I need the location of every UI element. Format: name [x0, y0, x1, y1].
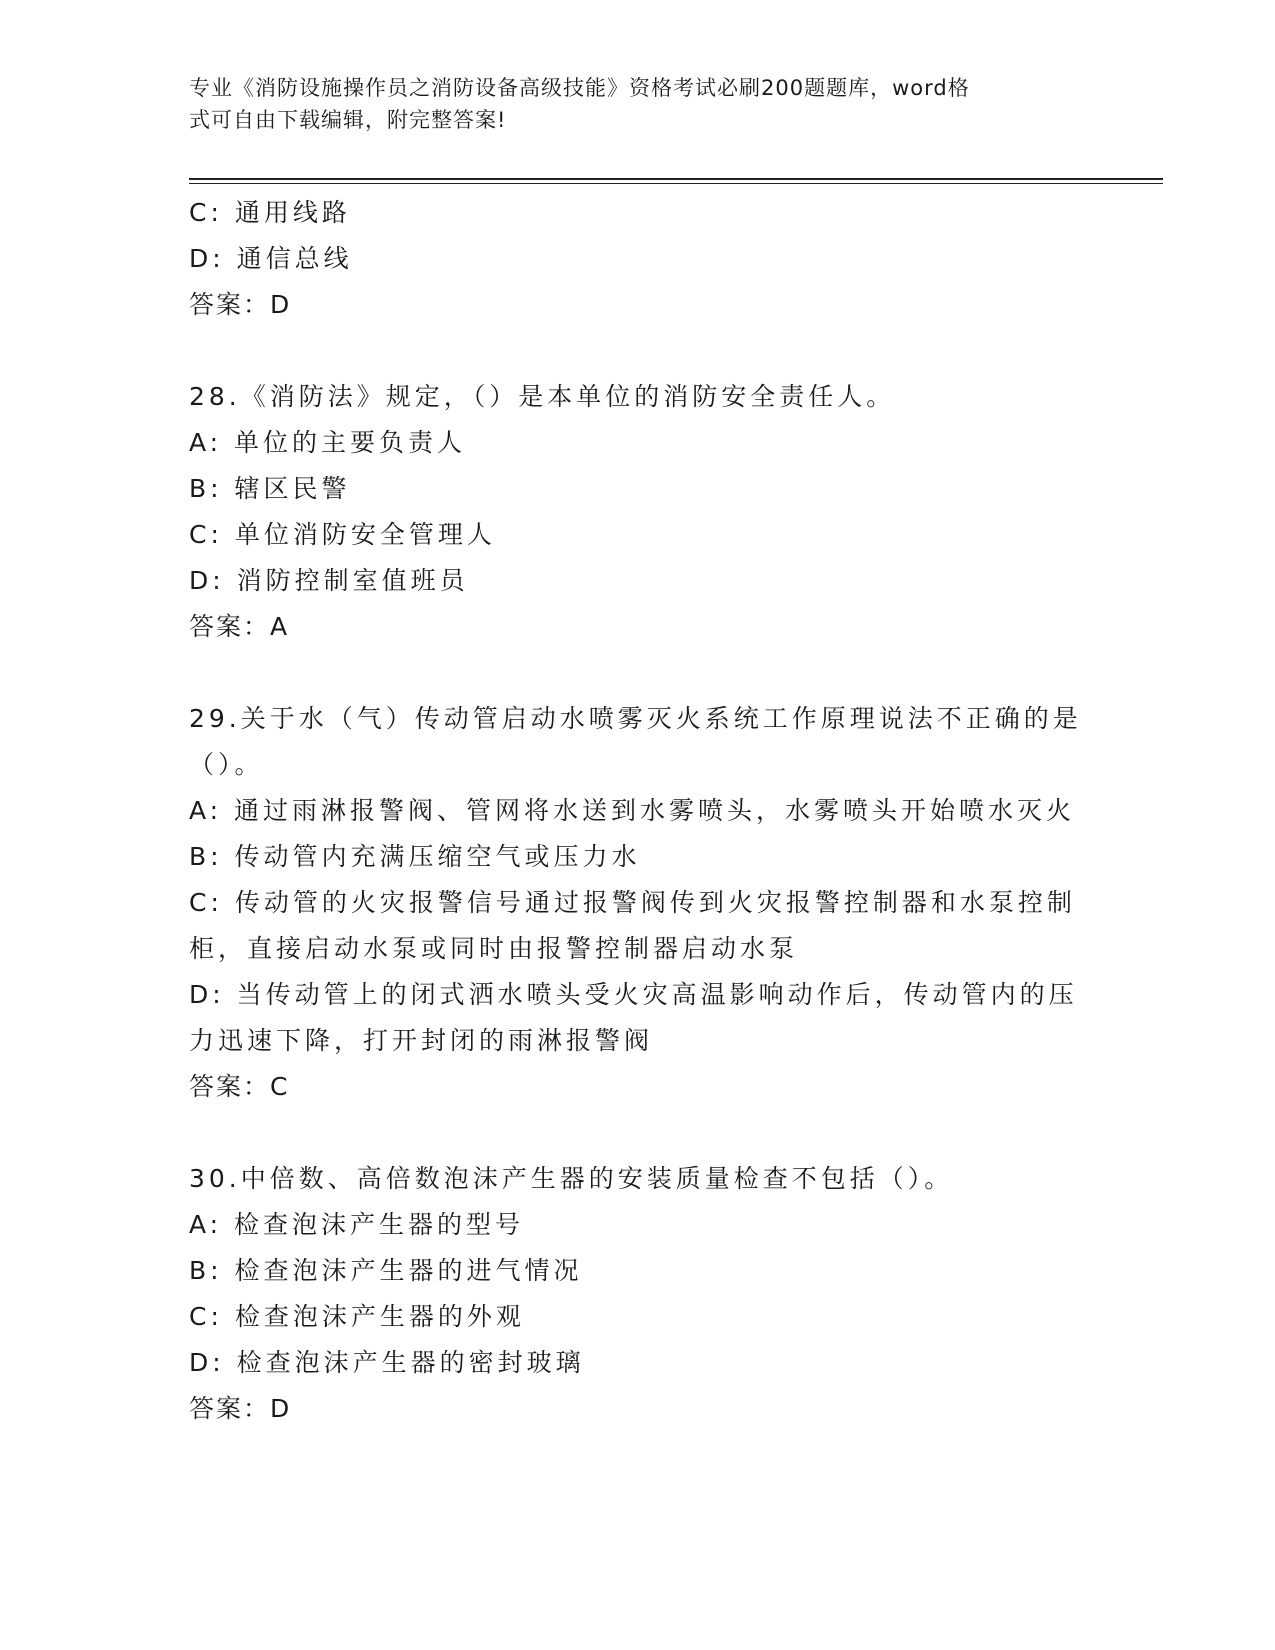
question-27-fragment	[189, 190, 1089, 328]
q30-question: 30.中倍数、高倍数泡沫产生器的安装质量检查不包括（）。	[189, 1164, 954, 1193]
q29-option-a: A: 通过雨淋报警阀、管网将水送到水雾喷头，水雾喷头开始喷水灭火	[189, 796, 1076, 825]
q28-option-d: D: 消防控制室值班员	[189, 566, 469, 595]
q29-option-b: B: 传动管内充满压缩空气或压力水	[189, 842, 641, 871]
q28-option-b: B: 辖区民警	[189, 474, 351, 503]
question-content	[189, 190, 1089, 1432]
q29-option-d-line-1: D: 当传动管上的闭式洒水喷头受火灾高温影响动作后，传动管内的压	[189, 980, 1078, 1009]
question-29	[189, 696, 1089, 1110]
document-header	[189, 72, 1089, 136]
question-28	[189, 374, 1089, 650]
header-line-2: 式可自由下载编辑，附完整答案!	[189, 108, 507, 132]
q30-option-b: B: 检查泡沫产生器的进气情况	[189, 1256, 583, 1285]
q30-option-d: D: 检查泡沫产生器的密封玻璃	[189, 1348, 585, 1377]
header-divider-thick	[189, 178, 1163, 180]
q28-option-a: A: 单位的主要负责人	[189, 428, 467, 457]
q27-option-d: D: 通信总线	[189, 244, 353, 273]
header-line-1: 专业《消防设施操作员之消防设备高级技能》资格考试必刷200题题库，word格	[189, 76, 970, 100]
q29-option-c-line-2: 柜，直接启动水泵或同时由报警控制器启动水泵	[189, 934, 799, 963]
q29-question-line-2: （）。	[189, 750, 264, 779]
q28-answer: 答案：A	[189, 612, 290, 641]
q27-answer: 答案：D	[189, 290, 292, 319]
q29-answer: 答案：C	[189, 1072, 290, 1101]
q30-option-c: C: 检查泡沫产生器的外观	[189, 1302, 525, 1331]
q28-option-c: C: 单位消防安全管理人	[189, 520, 496, 549]
q30-answer: 答案：D	[189, 1394, 292, 1423]
q30-option-a: A: 检查泡沫产生器的型号	[189, 1210, 525, 1239]
header-divider-thin	[189, 183, 1163, 184]
q29-option-d-line-2: 力迅速下降，打开封闭的雨淋报警阀	[189, 1026, 654, 1055]
q28-question: 28.《消防法》规定，（）是本单位的消防安全责任人。	[189, 382, 896, 411]
q29-option-c-line-1: C: 传动管的火灾报警信号通过报警阀传到火灾报警控制器和水泵控制	[189, 888, 1076, 917]
question-30	[189, 1156, 1089, 1432]
q29-question-line-1: 29.关于水（气）传动管启动水喷雾灭火系统工作原理说法不正确的是	[189, 704, 1082, 733]
q27-option-c: C: 通用线路	[189, 198, 351, 227]
